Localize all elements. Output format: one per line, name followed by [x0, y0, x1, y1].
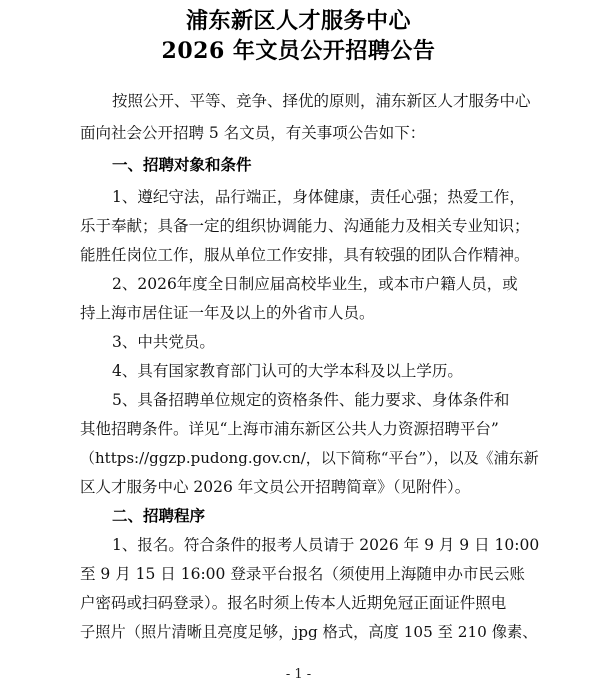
paragraph-line: 能胜任岗位工作，服从单位工作安排，具有较强的团队合作精神。: [80, 246, 530, 264]
document-title-line-1: 浦东新区人才服务中心: [185, 8, 411, 34]
paragraph-line: 至 9 月 15 日 16:00 登录平台报名（须使用上海随申办市民云账: [80, 565, 525, 583]
paragraph-line: 子照片（照片清晰且亮度足够，jpg 格式，高度 105 至 210 像素、: [80, 623, 538, 641]
paragraph-line: （https://ggzp.pudong.gov.cn/，以下简称“平台”），以及《浦东新: [80, 449, 539, 467]
paragraph-line: 3、中共党员。: [112, 333, 215, 351]
paragraph-line: 4、具有国家教育部门认可的大学本科及以上学历。: [112, 362, 463, 380]
paragraph-line: 按照公开、平等、竞争、择优的原则，浦东新区人才服务中心: [112, 92, 531, 110]
paragraph-line: 1、报名。符合条件的报考人员请于 2026 年 9 月 9 日 10:00: [112, 536, 540, 554]
paragraph-line: 2、2026年度全日制应届高校毕业生，或本市户籍人员，或: [112, 275, 518, 293]
paragraph-line: 户密码或扫码登录）。报名时须上传本人近期免冠正面证件照电: [80, 594, 507, 612]
paragraph-line: 5、具备招聘单位规定的资格条件、能力要求、身体条件和: [112, 391, 510, 409]
section-heading: 二、招聘程序: [112, 506, 206, 525]
section-heading: 一、招聘对象和条件: [112, 155, 252, 174]
page-number: - 1 -: [285, 667, 312, 682]
paragraph-line: 持上海市居住证一年及以上的外省市人员。: [80, 304, 375, 322]
document-title-line-2: 2026 年文员公开招聘公告: [161, 38, 436, 64]
paragraph-line: 乐于奉献；具备一定的组织协调能力、沟通能力及相关专业知识；: [80, 217, 530, 235]
paragraph-line: 面向社会公开招聘 5 名文员，有关事项公告如下：: [80, 124, 426, 142]
paragraph-line: 其他招聘条件。详见“上海市浦东新区公共人力资源招聘平台”: [80, 420, 499, 438]
paragraph-line: 区人才服务中心 2026 年文员公开招聘简章》（见附件）。: [80, 478, 471, 496]
paragraph-line: 1、遵纪守法，品行端正，身体健康，责任心强；热爱工作，: [112, 188, 525, 206]
